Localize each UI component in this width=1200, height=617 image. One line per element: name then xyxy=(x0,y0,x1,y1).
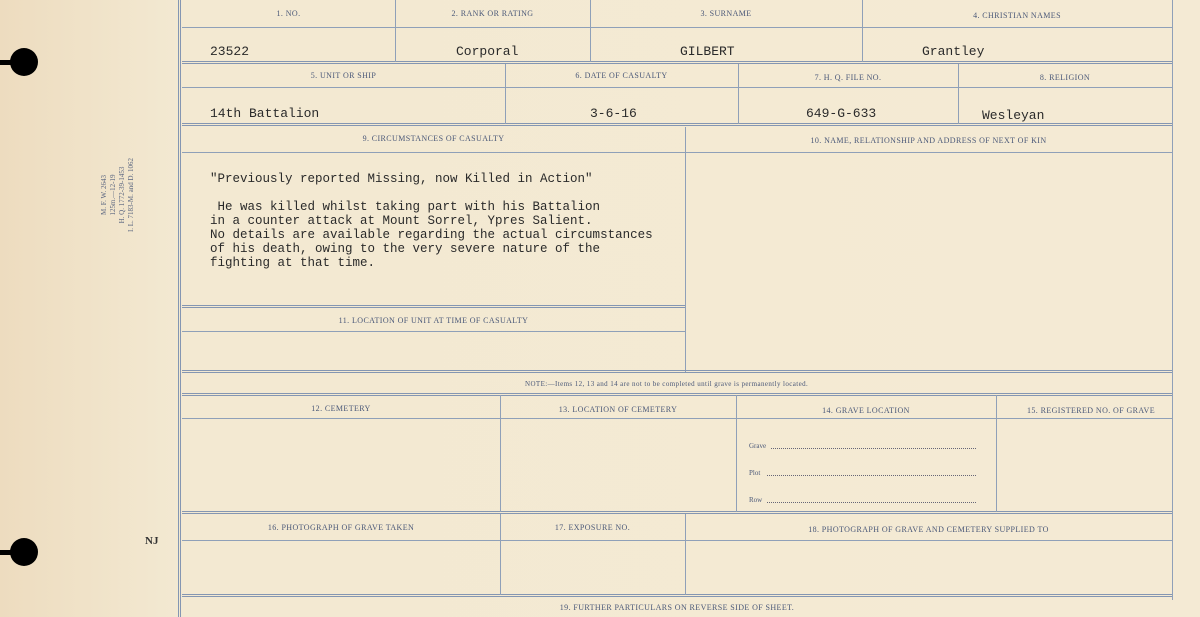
further-particulars: 19. FURTHER PARTICULARS ON REVERSE SIDE OF SHEET. xyxy=(559,603,795,612)
print-line: I. L. 7183-M. and D. 1062 xyxy=(127,157,135,233)
grave-label: Grave xyxy=(749,442,767,450)
date-value: 3-6-16 xyxy=(590,106,637,121)
divider xyxy=(178,0,181,617)
divider xyxy=(182,540,1172,541)
cem-location-label: 13. LOCATION OF CEMETERY xyxy=(558,405,678,414)
print-line: H. Q. 1772-39-1453 xyxy=(118,166,126,224)
divider xyxy=(685,152,1172,153)
divider xyxy=(182,27,1172,28)
divider xyxy=(182,418,1172,419)
rank-value: Corporal xyxy=(456,44,519,59)
print-line: 125m.—12-19 xyxy=(109,174,117,216)
print-line: M. F. W. 2643 xyxy=(100,175,108,215)
divider xyxy=(1172,0,1173,600)
no-value: 23522 xyxy=(210,44,250,59)
row-label: Row xyxy=(749,496,763,504)
divider xyxy=(182,152,685,153)
no-label: 1. NO. xyxy=(276,9,301,18)
divider xyxy=(182,87,1172,88)
christian-label: 4. CHRISTIAN NAMES xyxy=(973,11,1061,20)
cemetery-label: 12. CEMETERY xyxy=(311,404,371,413)
divider xyxy=(182,123,1172,126)
divider xyxy=(182,61,1172,64)
religion-value: Wesleyan xyxy=(982,108,1045,123)
form-print-info xyxy=(100,135,136,255)
plot-label: Plot xyxy=(749,469,761,477)
punch-hole xyxy=(10,538,38,566)
circumstances-label: 9. CIRCUMSTANCES OF CASUALTY xyxy=(362,134,505,143)
plot-line xyxy=(767,475,976,476)
unit-value: 14th Battalion xyxy=(210,106,320,121)
surname-value: GILBERT xyxy=(680,44,735,59)
row-line xyxy=(767,502,976,503)
punch-hole xyxy=(10,48,38,76)
divider xyxy=(182,370,1172,373)
religion-label: 8. RELIGION xyxy=(1039,73,1091,82)
location-unit-label: 11. LOCATION OF UNIT AT TIME OF CASUALTY xyxy=(338,316,529,325)
grave-location-label: 14. GRAVE LOCATION xyxy=(822,406,910,415)
circumstances-value: "Previously reported Missing, now Killed in Action" He was killed whilst taking part with his Battalion in a counter attack at Mount Sorrel, Ypres Salient. No details are available regarding the actual circumstances of his death, owing to the very severe nature of the fighting at that time. xyxy=(210,172,653,270)
grave-line xyxy=(771,448,976,449)
reg-no-label: 15. REGISTERED NO. OF GRAVE xyxy=(1027,406,1155,415)
divider xyxy=(182,511,1172,514)
unit-label: 5. UNIT OR SHIP xyxy=(310,71,377,80)
date-label: 6. DATE OF CASUALTY xyxy=(575,71,668,80)
surname-label: 3. SURNAME xyxy=(700,9,752,18)
file-value: 649-G-633 xyxy=(806,106,877,121)
christian-value: Grantley xyxy=(922,44,985,59)
rank-label: 2. RANK OR RATING xyxy=(451,9,534,18)
kin-label: 10. NAME, RELATIONSHIP AND ADDRESS OF NEXT OF KIN xyxy=(810,136,1047,145)
divider xyxy=(182,393,1172,396)
file-label: 7. H. Q. FILE NO. xyxy=(814,73,882,82)
divider xyxy=(182,305,685,308)
divider xyxy=(685,127,686,372)
initials-stamp: NJ xyxy=(145,535,159,547)
supplied-label: 18. PHOTOGRAPH OF GRAVE AND CEMETERY SUPPLIED TO xyxy=(808,525,1049,534)
divider xyxy=(862,0,863,62)
divider xyxy=(182,331,685,332)
photo-label: 16. PHOTOGRAPH OF GRAVE TAKEN xyxy=(267,523,415,532)
exposure-label: 17. EXPOSURE NO. xyxy=(554,523,631,532)
note-text: NOTE:—Items 12, 13 and 14 are not to be completed until grave is permanently located. xyxy=(525,380,809,388)
divider xyxy=(182,594,1172,597)
